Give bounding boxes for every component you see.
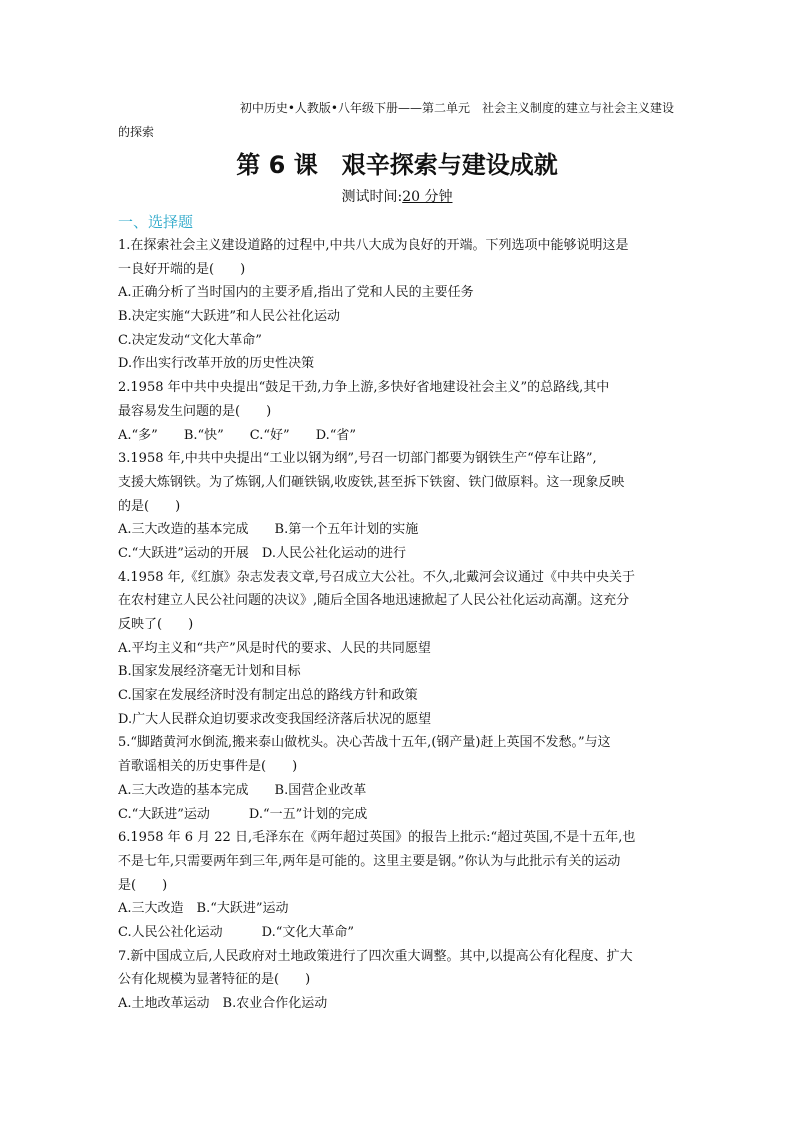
- text-line: 1.在探索社会主义建设道路的过程中,中共八大成为良好的开端。下列选项中能够说明这是: [118, 238, 629, 253]
- text-line: 一良好开端的是( ): [118, 261, 246, 277]
- text-line: 6.1958 年 6 月 22 日,毛泽东在《两年超过英国》的报告上批示:“超过英国,不是十五年,也: [118, 830, 636, 846]
- page-header: 初中历史•人教版•八年级下册——第二单元 社会主义制度的建立与社会主义建设: [239, 101, 674, 115]
- text-line: 7.新中国成立后,人民政府对土地政策进行了四次重大调整。其中,以提高公有化程度、扩大: [118, 948, 633, 964]
- text-line: C.“大跃进”运动的开展 D.人民公社化运动的进行: [118, 545, 406, 561]
- text-line: 的是( ): [118, 498, 181, 514]
- text-line: A.土地改革运动 B.农业合作化运动: [118, 996, 328, 1011]
- text-line: 首歌谣相关的历史事件是( ): [118, 759, 298, 775]
- text-line: 公有化规模为显著特征的是( ): [118, 972, 311, 988]
- text-line: A.三大改造 B.“大跃进”运动: [118, 901, 289, 917]
- text-line: B.决定实施“大跃进”和人民公社化运动: [118, 309, 340, 325]
- text-line: C.国家在发展经济时没有制定出总的路线方针和政策: [118, 688, 418, 704]
- text-line: A.“多” B.“快” C.“好” D.“省”: [118, 427, 357, 443]
- text-line: C.人民公社化运动 D.“文化大革命”: [118, 924, 354, 940]
- text-line: A.三大改造的基本完成 B.国营企业改革: [118, 782, 367, 798]
- text-line: A.三大改造的基本完成 B.第一个五年计划的实施: [118, 522, 419, 538]
- text-line: A.平均主义和“共产”风是时代的要求、人民的共同愿望: [118, 640, 431, 656]
- lesson-title: 第 6 课 艰辛探索与建设成就: [236, 151, 558, 179]
- text-line: 反映了( ): [118, 617, 194, 632]
- text-line: 2.1958 年中共中央提出“鼓足干劲,力争上游,多快好省地建设社会主义”的总路线,其中: [118, 380, 610, 396]
- text-line: 5.“脚踏黄河水倒流,搬来泰山做枕头。决心苦战十五年,(钢产量)赶上英国不发愁。”与这: [118, 735, 611, 751]
- text-line: C.决定发动“文化大革命”: [118, 332, 262, 348]
- text-line: A.正确分析了当时国内的主要矛盾,指出了党和人民的主要任务: [118, 285, 474, 301]
- text-line: 不是七年,只需要两年到三年,两年是可能的。这里主要是钢。”你认为与此批示有关的运动: [118, 853, 621, 869]
- text-line: 支援大炼钢铁。为了炼钢,人们砸铁锅,收废铁,甚至拆下铁窗、铁门做原料。这一现象反映: [118, 474, 625, 490]
- text-line: D.广大人民群众迫切要求改变我国经济落后状况的愿望: [118, 711, 432, 727]
- text-line: 最容易发生问题的是( ): [118, 403, 272, 419]
- text-line: 3.1958 年,中共中央提出“工业以钢为纲”,号召一切部门都要为钢铁生产“停车让路”,: [118, 451, 597, 467]
- text-line: B.国家发展经济毫无计划和目标: [118, 664, 301, 680]
- page-header-continued: 的探索: [118, 125, 155, 139]
- question-list: [118, 234, 678, 1016]
- text-line: 在农村建立人民公社问题的决议》,随后全国各地迅速掀起了人民公社化运动高潮。这充分: [118, 593, 630, 609]
- text-line: 4.1958 年,《红旗》杂志发表文章,号召成立大公社。不久,北戴河会议通过《中共中央关于: [118, 569, 636, 585]
- text-line: 是( ): [118, 877, 168, 893]
- test-time: [0, 187, 794, 207]
- text-line: C.“大跃进”运动 D.“一五”计划的完成: [118, 806, 368, 822]
- section-heading: 一、选择题: [118, 213, 194, 231]
- test-time-label: 测试时间:: [341, 189, 403, 205]
- test-time-value: 20 分钟: [402, 189, 453, 205]
- text-line: D.作出实行改革开放的历史性决策: [118, 356, 315, 372]
